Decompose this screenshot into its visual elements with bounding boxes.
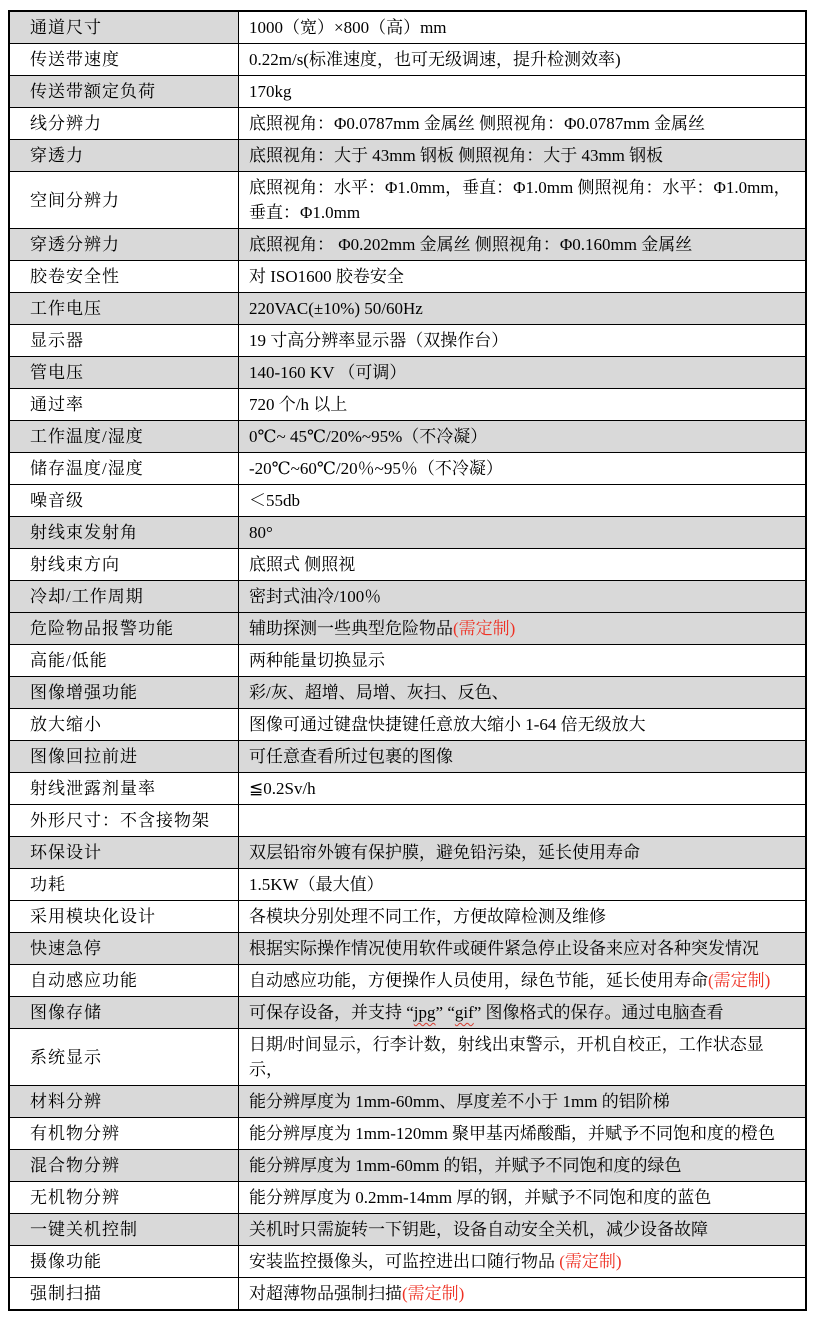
row-value: [239, 581, 805, 612]
value-text: 80°: [249, 523, 273, 542]
table-row: [10, 484, 805, 516]
row-value: [239, 613, 805, 644]
table-row: [10, 996, 805, 1028]
row-label: 无机物分辨: [10, 1182, 239, 1213]
row-value: [239, 485, 805, 516]
value-text: 1000（宽）×800（高）mm: [249, 18, 447, 37]
table-row: [10, 43, 805, 75]
row-value: [239, 1029, 805, 1085]
table-row: [10, 12, 805, 43]
row-value: [239, 645, 805, 676]
value-text: 220VAC(±10%) 50/60Hz: [249, 299, 423, 318]
table-row: [10, 900, 805, 932]
value-text: 根据实际操作情况使用软件或硬件紧急停止设备来应对各种突发情况: [249, 939, 759, 958]
row-value: [239, 965, 805, 996]
value-text: 720 个/h 以上: [249, 395, 348, 414]
row-value: [239, 44, 805, 75]
row-label: 通过率: [10, 389, 239, 420]
row-value: [239, 229, 805, 260]
table-row: [10, 548, 805, 580]
row-label: 采用模块化设计: [10, 901, 239, 932]
row-value: [239, 76, 805, 107]
value-text: ” 图像格式的保存。通过电脑查看: [473, 1003, 724, 1022]
value-text: 能分辨厚度为 1mm-120mm 聚甲基丙烯酸酯，并赋予不同饱和度的橙色: [249, 1124, 776, 1143]
value-text: 关机时只需旋转一下钥匙，设备自动安全关机，减少设备故障: [249, 1220, 708, 1239]
row-label: 穿透力: [10, 140, 239, 171]
row-label: 高能/低能: [10, 645, 239, 676]
value-text: 底照视角：水平：Φ1.0mm，垂直：Φ1.0mm 侧照视角：水平：Φ1.0mm，垂直：Φ1.0mm: [249, 178, 791, 222]
row-label: 线分辨力: [10, 108, 239, 139]
row-value: [239, 108, 805, 139]
table-row: [10, 1085, 805, 1117]
value-text: gif: [454, 1003, 474, 1022]
table-row: [10, 1028, 805, 1085]
value-text: 底照视角：Φ0.0787mm 金属丝 侧照视角：Φ0.0787mm 金属丝: [249, 114, 705, 133]
row-label: 一键关机控制: [10, 1214, 239, 1245]
value-text: 19 寸高分辨率显示器（双操作台）: [249, 331, 509, 350]
row-label: 工作电压: [10, 293, 239, 324]
value-text: 底照视角： Φ0.202mm 金属丝 侧照视角：Φ0.160mm 金属丝: [249, 235, 693, 254]
row-label: 混合物分辨: [10, 1150, 239, 1181]
value-text: ≦0.2Sv/h: [249, 779, 316, 798]
row-value: [239, 709, 805, 740]
row-value: [239, 773, 805, 804]
value-text: 对 ISO1600 胶卷安全: [249, 267, 404, 286]
table-row: [10, 260, 805, 292]
value-text: 0.22m/s(标准速度，也可无级调速，提升检测效率): [249, 50, 621, 69]
table-row: [10, 932, 805, 964]
value-text: 0℃~ 45℃/20%~95%（不冷凝）: [249, 427, 488, 446]
table-row: [10, 676, 805, 708]
row-label: 图像增强功能: [10, 677, 239, 708]
value-text: 可保存设备，并支持 “: [249, 1003, 414, 1022]
value-text: 能分辨厚度为 1mm-60mm、厚度差不小于 1mm 的铝阶梯: [249, 1092, 670, 1111]
row-value: [239, 1214, 805, 1245]
row-label: 噪音级: [10, 485, 239, 516]
row-value: [239, 453, 805, 484]
row-value: [239, 901, 805, 932]
row-value: [239, 325, 805, 356]
custom-required-note: (需定制): [402, 1284, 465, 1303]
value-text: 辅助探测一些典型危险物品: [249, 619, 453, 638]
row-value: [239, 421, 805, 452]
row-label: 穿透分辨力: [10, 229, 239, 260]
value-text: 能分辨厚度为 0.2mm-14mm 厚的钢，并赋予不同饱和度的蓝色: [249, 1188, 712, 1207]
value-text: 彩/灰、超增、局增、灰扫、反色、: [249, 683, 509, 702]
row-label: 射线泄露剂量率: [10, 773, 239, 804]
row-label: 空间分辨力: [10, 172, 239, 228]
custom-required-note: (需定制): [453, 619, 516, 638]
table-row: [10, 708, 805, 740]
row-label: 图像回拉前进: [10, 741, 239, 772]
row-value: [239, 1086, 805, 1117]
value-text: ” “: [435, 1003, 455, 1022]
row-label: 胶卷安全性: [10, 261, 239, 292]
table-row: [10, 644, 805, 676]
row-value: [239, 741, 805, 772]
row-label: 放大缩小: [10, 709, 239, 740]
row-label: 强制扫描: [10, 1278, 239, 1309]
spec-table: [8, 10, 807, 1311]
table-row: [10, 1277, 805, 1309]
row-value: [239, 293, 805, 324]
row-value: [239, 997, 805, 1028]
value-text: 密封式油冷/100％: [249, 587, 382, 606]
row-label: 有机物分辨: [10, 1118, 239, 1149]
value-text: 两种能量切换显示: [249, 651, 385, 670]
row-label: 危险物品报警功能: [10, 613, 239, 644]
row-value: [239, 172, 805, 228]
table-row: [10, 171, 805, 228]
row-label: 通道尺寸: [10, 12, 239, 43]
table-row: [10, 228, 805, 260]
row-label: 材料分辨: [10, 1086, 239, 1117]
row-label: 快速急停: [10, 933, 239, 964]
value-text: 双层铅帘外镀有保护膜，避免铅污染，延长使用寿命: [249, 843, 640, 862]
table-row: [10, 1213, 805, 1245]
row-label: 射线束方向: [10, 549, 239, 580]
row-label: 系统显示: [10, 1029, 239, 1085]
table-row: [10, 139, 805, 171]
row-value: [239, 357, 805, 388]
custom-required-note: (需定制): [708, 971, 771, 990]
row-value: [239, 140, 805, 171]
table-row: [10, 804, 805, 836]
value-text: 对超薄物品强制扫描: [249, 1284, 402, 1303]
row-label: 传送带额定负荷: [10, 76, 239, 107]
row-label: 摄像功能: [10, 1246, 239, 1277]
table-row: [10, 324, 805, 356]
row-value: [239, 805, 805, 836]
value-text: 底照视角：大于 43mm 钢板 侧照视角：大于 43mm 钢板: [249, 146, 664, 165]
row-value: [239, 1118, 805, 1149]
table-row: [10, 452, 805, 484]
row-label: 工作温度/湿度: [10, 421, 239, 452]
row-value: [239, 677, 805, 708]
custom-required-note: (需定制): [559, 1252, 622, 1271]
row-value: [239, 389, 805, 420]
table-row: [10, 1245, 805, 1277]
row-value: [239, 933, 805, 964]
table-row: [10, 1149, 805, 1181]
table-row: [10, 612, 805, 644]
table-row: [10, 107, 805, 139]
value-text: jpg: [413, 1003, 436, 1022]
value-text: 能分辨厚度为 1mm-60mm 的铝，并赋予不同饱和度的绿色: [249, 1156, 682, 1175]
value-text: 1.5KW（最大值）: [249, 875, 384, 894]
row-value: [239, 1278, 805, 1309]
row-value: [239, 1182, 805, 1213]
table-row: [10, 356, 805, 388]
table-row: [10, 580, 805, 612]
table-row: [10, 836, 805, 868]
row-label: 管电压: [10, 357, 239, 388]
value-text: 日期/时间显示，行李计数，射线出束警示，开机自校正，工作状态显示，: [249, 1035, 764, 1079]
value-text: 安装监控摄像头，可监控进出口随行物品: [249, 1252, 560, 1271]
row-label: 功耗: [10, 869, 239, 900]
row-value: [239, 837, 805, 868]
row-label: 显示器: [10, 325, 239, 356]
row-label: 自动感应功能: [10, 965, 239, 996]
value-text: 可任意查看所过包裹的图像: [249, 747, 453, 766]
value-text: 自动感应功能，方便操作人员使用，绿色节能，延长使用寿命: [249, 971, 708, 990]
spec-table-body: [10, 12, 805, 1309]
row-value: [239, 517, 805, 548]
table-row: [10, 1117, 805, 1149]
value-text: 170kg: [249, 82, 292, 101]
row-label: 图像存储: [10, 997, 239, 1028]
row-label: 冷却/工作周期: [10, 581, 239, 612]
row-value: [239, 869, 805, 900]
row-value: [239, 12, 805, 43]
row-label: 传送带速度: [10, 44, 239, 75]
row-label: 外形尺寸：不含接物架: [10, 805, 239, 836]
value-text: -20℃~60℃/20％~95％（不冷凝）: [249, 459, 503, 478]
table-row: [10, 964, 805, 996]
value-text: ＜55db: [249, 491, 300, 510]
value-text: 各模块分别处理不同工作，方便故障检测及维修: [249, 907, 606, 926]
table-row: [10, 1181, 805, 1213]
table-row: [10, 388, 805, 420]
table-row: [10, 516, 805, 548]
row-value: [239, 261, 805, 292]
table-row: [10, 772, 805, 804]
table-row: [10, 868, 805, 900]
table-row: [10, 75, 805, 107]
table-row: [10, 420, 805, 452]
table-row: [10, 292, 805, 324]
table-row: [10, 740, 805, 772]
row-label: 环保设计: [10, 837, 239, 868]
value-text: 底照式 侧照视: [249, 555, 356, 574]
value-text: 140-160 KV （可调）: [249, 363, 407, 382]
row-value: [239, 549, 805, 580]
row-value: [239, 1246, 805, 1277]
value-text: 图像可通过键盘快捷键任意放大缩小 1-64 倍无级放大: [249, 715, 646, 734]
row-label: 储存温度/湿度: [10, 453, 239, 484]
row-value: [239, 1150, 805, 1181]
row-label: 射线束发射角: [10, 517, 239, 548]
